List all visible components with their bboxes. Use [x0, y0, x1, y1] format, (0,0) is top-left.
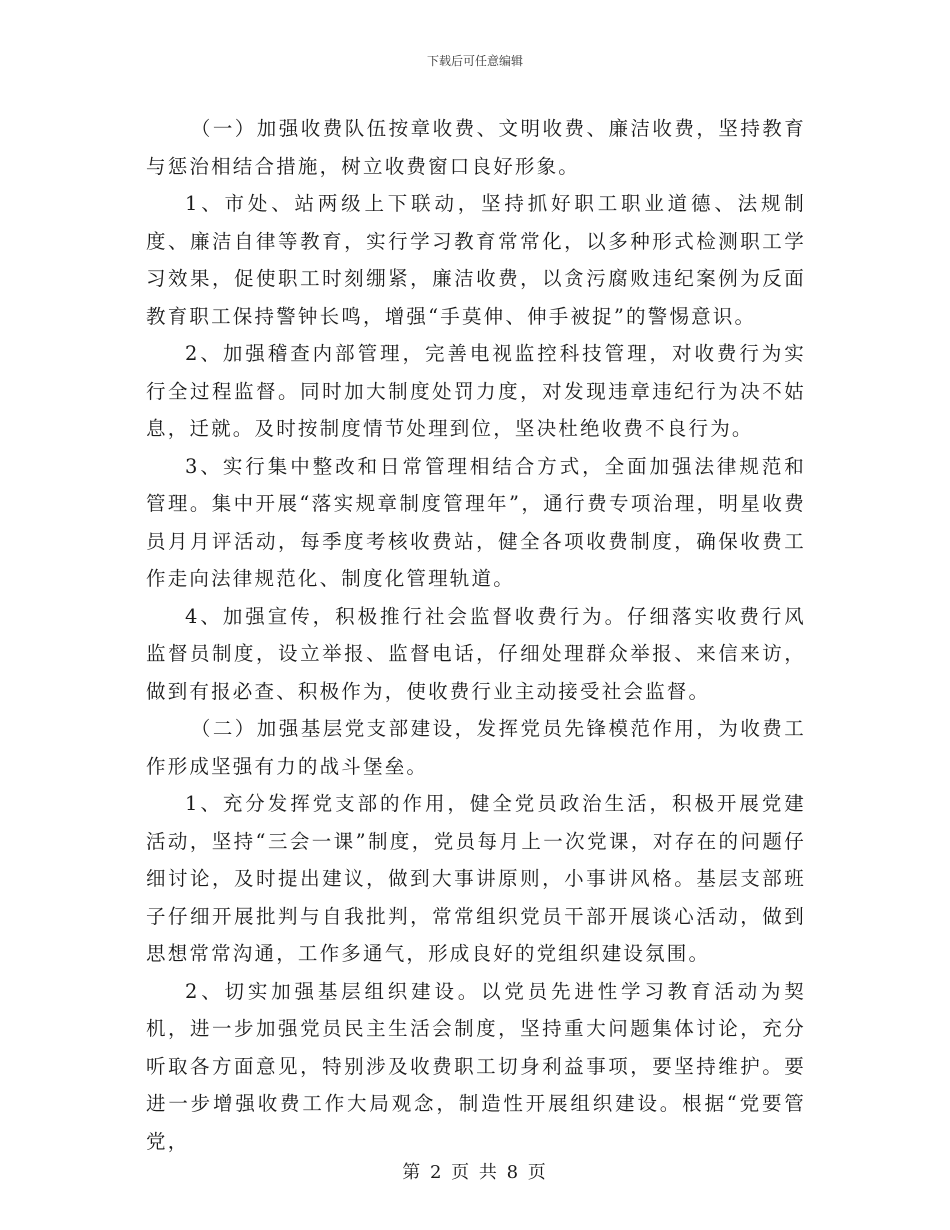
paragraph-1-3: 3、实行集中整改和日常管理相结合方式，全面加强法律规范和管理。集中开展“落实规章制度管理年”，通行费专项治理，明星收费员月月评活动，每季度考核收费站，健全各项收费制度，确保收费工作走向法律规范化、制度化管理轨道。	[146, 454, 806, 590]
paragraph-2-2: 2、切实加强基层组织建设。以党员先进性学习教育活动为契机，进一步加强党员民主生活会制度，坚持重大问题集体讨论，充分听取各方面意见，特别涉及收费职工切身利益事项，要坚持维护。要进一步增强收费工作大局观念，制造性开展组织建设。根据“党要管党，	[146, 979, 806, 1153]
document-body	[146, 110, 806, 1160]
paragraph-2-1: 1、充分发挥党支部的作用，健全党员政治生活，积极开展党建活动，坚持“三会一课”制度，党员每月上一次党课，对存在的问题仔细讨论，及时提出建议，做到大事讲原则，小事讲风格。基层支部班子仔细开展批判与自我批判，常常组织党员干部开展谈心活动，做到思想常常沟通，工作多通气，形成良好的党组织建设氛围。	[146, 792, 806, 965]
paragraph-1-4: 4、加强宣传，积极推行社会监督收费行为。仔细落实收费行风监督员制度，设立举报、监督电话，仔细处理群众举报、来信来访，做到有报必查、积极作为，使收费行业主动接受社会监督。	[146, 604, 806, 703]
page-number-footer: 第 2 页 共 8 页	[402, 1162, 548, 1183]
paragraph-1-2: 2、加强稽查内部管理，完善电视监控科技管理，对收费行为实行全过程监督。同时加大制度处罚力度，对发现违章违纪行为决不姑息，迁就。及时按制度情节处理到位，坚决杜绝收费不良行为。	[146, 342, 806, 440]
paragraph-1-1: 1、市处、站两级上下联动，坚持抓好职工职业道德、法规制度、廉洁自律等教育，实行学习教育常常化，以多种形式检测职工学习效果，促使职工时刻绷紧，廉洁收费，以贪污腐败违纪案例为反面教育职工保持警钟长鸣，增强“手莫伸、伸手被捉”的警惕意识。	[146, 192, 806, 328]
section-heading-2: （二）加强基层党支部建设，发挥党员先锋模范作用，为收费工作形成坚强有力的战斗堡垒。	[146, 717, 806, 778]
section-heading-1: （一）加强收费队伍按章收费、文明收费、廉洁收费，坚持教育与惩治相结合措施，树立收费窗口良好形象。	[146, 117, 806, 178]
page-header: 下载后可任意编辑	[426, 54, 523, 68]
